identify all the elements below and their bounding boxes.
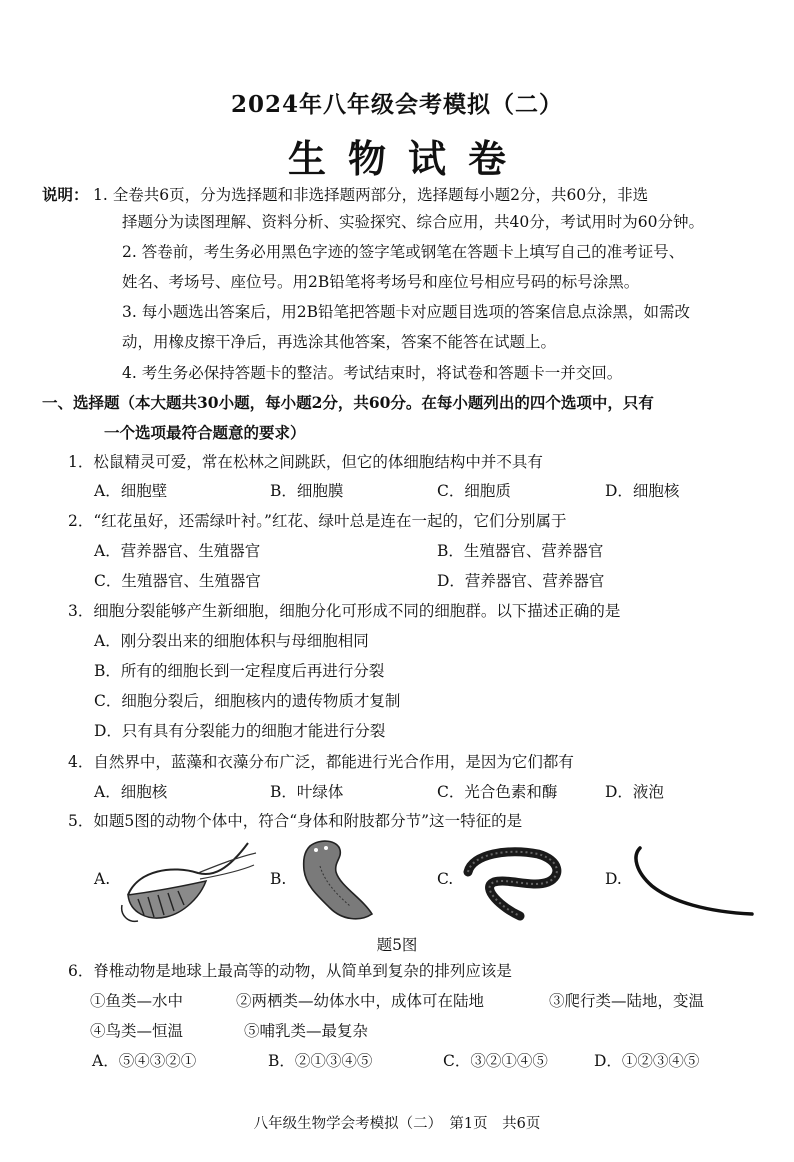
q1-option-b: B．细胞膜 <box>270 482 344 500</box>
note-line: 姓名、考场号、座位号。用2B铅笔将考场号和座位号相应号码的标号涂黑。 <box>122 273 640 291</box>
q6-option-b: B．②①③④⑤ <box>268 1052 373 1070</box>
earthworm-image <box>458 842 568 922</box>
q3-option-b: B．所有的细胞长到一定程度后再进行分裂 <box>94 662 385 680</box>
question-3-stem: 3．细胞分裂能够产生新细胞，细胞分化可形成不同的细胞群。以下描述正确的是 <box>68 602 621 620</box>
q2-option-c: C．生殖器官、生殖器官 <box>94 572 261 590</box>
q1-option-d: D．细胞核 <box>605 482 680 500</box>
q4-option-b: B．叶绿体 <box>270 783 344 801</box>
exam-title: 2024年八年级会考模拟（二） <box>230 91 563 118</box>
note-line: 动，用橡皮擦干净后，再选涂其他答案，答案不能答在试题上。 <box>122 333 557 351</box>
q5-option-a: A. <box>94 870 111 888</box>
question-6-stem: 6．脊椎动物是地球上最高等的动物，从简单到复杂的排列应该是 <box>68 962 512 980</box>
q6-item-5: ⑤哺乳类—最复杂 <box>244 1022 369 1040</box>
shrimp-image <box>118 835 258 925</box>
notes-label: 说明： <box>42 185 89 204</box>
section-heading-cont: 一个选项最符合题意的要求） <box>104 423 306 442</box>
q5-option-d: D. <box>605 870 622 888</box>
page-footer: 八年级生物学会考模拟（二） 第1页 共6页 <box>253 1116 541 1132</box>
note-line: 4. 考生务必保持答题卡的整洁。考试结束时，将试卷和答题卡一并交回。 <box>122 364 623 382</box>
q6-option-a: A．⑤④③②① <box>92 1052 197 1070</box>
q5-option-c: C. <box>437 870 454 888</box>
roundworm-image <box>628 842 758 922</box>
q6-item-3: ③爬行类—陆地，变温 <box>549 992 705 1010</box>
q1-option-a: A．细胞壁 <box>94 482 168 500</box>
figure-caption: 题5图 <box>376 936 418 954</box>
note-line: 2. 答卷前，考生务必用黑色字迹的签字笔或钢笔在答题卡上填写自己的准考证号、 <box>122 243 685 261</box>
q6-item-1: ①鱼类—水中 <box>90 992 184 1010</box>
flatworm-image <box>290 836 380 926</box>
q6-item-4: ④鸟类—恒温 <box>90 1022 184 1040</box>
section-heading: 一、选择题（本大题共30小题，每小题2分，共60分。在每小题列出的四个选项中，只有 <box>42 393 654 412</box>
q5-option-b: B. <box>270 870 287 888</box>
question-4-stem: 4．自然界中，蓝藻和衣藻分布广泛，都能进行光合作用，是因为它们都有 <box>68 753 574 771</box>
question-5-stem: 5．如题5图的动物个体中，符合“身体和附肢都分节”这一特征的是 <box>68 812 523 830</box>
q4-option-a: A．细胞核 <box>94 783 168 801</box>
note-line: 1. 全卷共6页，分为选择题和非选择题两部分，选择题每小题2分，共60分，非选 <box>93 186 649 204</box>
q6-item-2: ②两栖类—幼体水中，成体可在陆地 <box>236 992 485 1010</box>
q2-option-b: B．生殖器官、营养器官 <box>437 542 604 560</box>
q2-option-a: A．营养器官、生殖器官 <box>94 542 261 560</box>
note-line: 3. 每小题选出答案后，用2B铅笔把答题卡对应题目选项的答案信息点涂黑，如需改 <box>122 303 690 321</box>
subject-title: 生物试卷 <box>287 136 528 181</box>
q4-option-c: C．光合色素和酶 <box>437 783 558 801</box>
q6-option-c: C．③②①④⑤ <box>443 1052 548 1070</box>
note-line: 择题分为读图理解、资料分析、实验探究、综合应用，共40分，考试用时为60分钟。 <box>122 213 704 231</box>
question-2-stem: 2．“红花虽好，还需绿叶衬。”红花、绿叶总是连在一起的，它们分别属于 <box>68 512 567 530</box>
q1-option-c: C．细胞质 <box>437 482 511 500</box>
q2-option-d: D．营养器官、营养器官 <box>437 572 605 590</box>
question-1-stem: 1．松鼠精灵可爱，常在松林之间跳跃，但它的体细胞结构中并不具有 <box>68 453 543 471</box>
q3-option-a: A．刚分裂出来的细胞体积与母细胞相同 <box>94 632 369 650</box>
q6-option-d: D．①②③④⑤ <box>594 1052 700 1070</box>
q3-option-d: D．只有具有分裂能力的细胞才能进行分裂 <box>94 722 386 740</box>
q3-option-c: C．细胞分裂后，细胞核内的遗传物质才复制 <box>94 692 401 710</box>
q4-option-d: D．液泡 <box>605 783 664 801</box>
